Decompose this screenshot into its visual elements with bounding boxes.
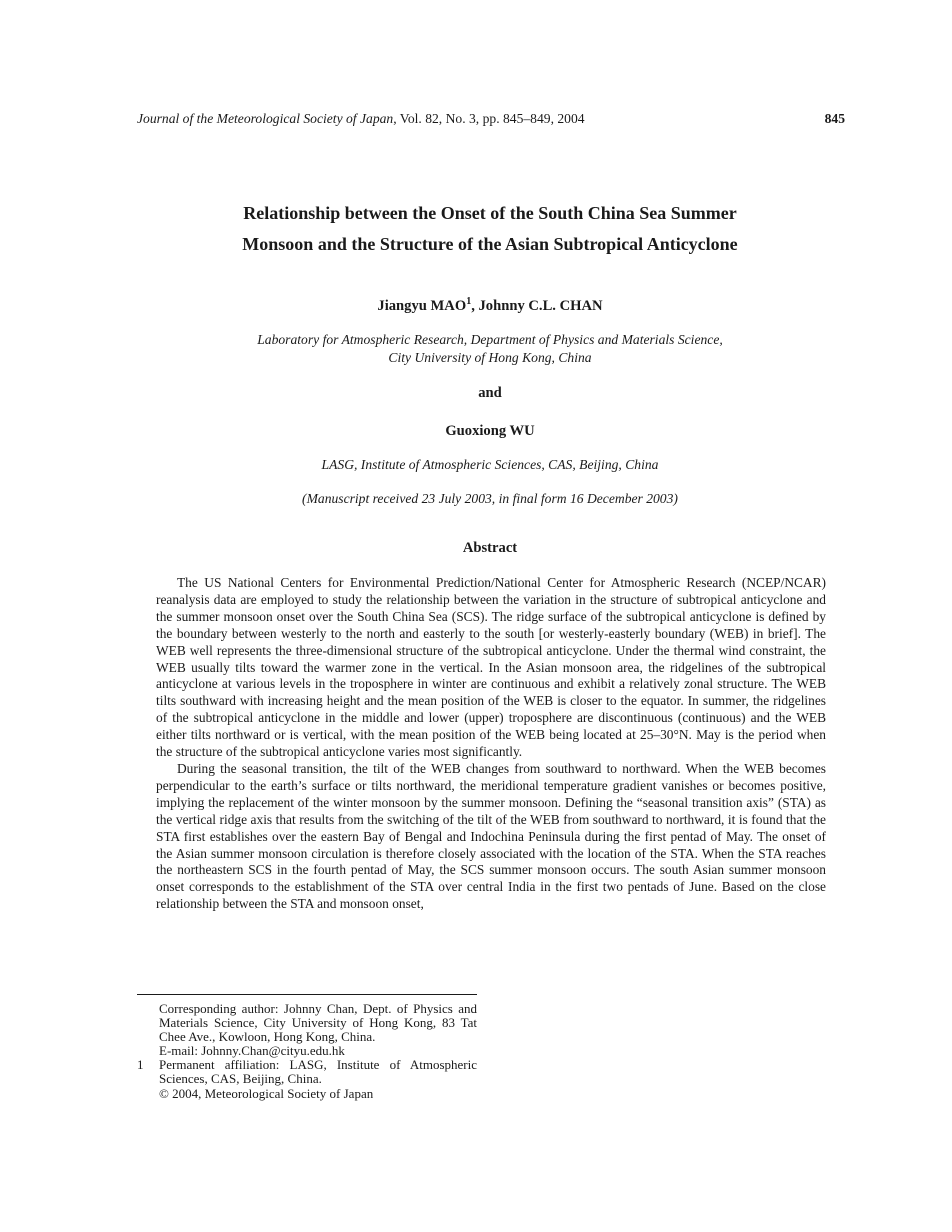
footnote-divider xyxy=(137,994,477,995)
author-1-footnote-mark: 1 xyxy=(466,296,472,307)
title-line-1: Relationship between the Onset of the South China Sea Summer xyxy=(243,203,737,223)
journal-citation xyxy=(137,111,585,127)
manuscript-dates: (Manuscript received 23 July 2003, in final form 16 December 2003) xyxy=(302,491,678,506)
footnote-1-mark: 1 xyxy=(137,1057,144,1073)
author-2-name: , Johnny C.L. CHAN xyxy=(471,297,603,314)
abstract-heading: Abstract xyxy=(462,540,518,556)
footnote-1-text: Permanent affiliation: LASG, Institute of Atmospheric Sciences, CAS, Beijing, China. xyxy=(159,1057,477,1087)
abstract-body xyxy=(156,575,826,913)
paper-title xyxy=(90,198,890,260)
footnote-1 xyxy=(137,1058,477,1086)
copyright-notice: © 2004, Meteorological Society of Japan xyxy=(159,1085,374,1101)
affiliation-1 xyxy=(90,331,890,367)
page-number: 845 xyxy=(824,111,845,126)
abstract-paragraph-1: The US National Centers for Environmental Prediction/National Center for Atmospheric Research (NCEP/NCAR) reanalysis data are employed to study the relationship between the variation in the structure of subtropical anticyclone and the summer monsoon onset over the South China Sea (SCS). The ridge surface of the subtropical anticyclone is defined by the boundary between westerly to the north and easterly to the south [or westerly-easterly boundary (WEB) in brief]. The WEB well represents the three-dimensional structure of the subtropical anticyclone. Under the thermal wind constraint, the WEB usually tilts toward the warmer zone in the vertical. In the Asian monsoon area, the ridgelines of the subtropical anticyclone at various levels in the troposphere in winter are continuous and exhibit a relatively zonal structure. The WEB tilts southward with increasing height and the mean position of the WEB is closer to the equator. In summer, the ridgelines of the subtropical anticyclone in the middle and lower (upper) troposphere are discontinuous (continuous) and the WEB either tilts northward or is vertical, with the mean position of the WEB being located at 25–30°N. May is the period when the structure of the subtropical anticyclone varies most significantly. xyxy=(156,575,826,760)
footnotes xyxy=(137,1002,477,1101)
journal-name: Journal of the Meteorological Society of Japan xyxy=(137,111,394,126)
author-conjunction: and xyxy=(478,385,502,401)
abstract-paragraph-2: During the seasonal transition, the tilt of the WEB changes from southward to northward. When the WEB becomes perpendicular to the earth’s surface or tilts northward, the meridional temperature gradient vanishes or becomes positive, implying the replacement of the winter monsoon by the summer monsoon. Defining the “seasonal transition axis” (STA) as the vertical ridge axis that results from the switching of the tilt of the WEB from southward to northward, it is found that the STA first establishes over the eastern Bay of Bengal and Indochina Peninsula during the first pentad of May. The onset of the Asian summer monsoon circulation is therefore closely associated with the location of the STA. When the STA reaches the northeastern SCS in the fourth pentad of May, the SCS summer monsoon occurs. The south Asian summer monsoon onset corresponds to the establishment of the STA over central India in the first two pentads of June. Based on the close relationship between the STA and monsoon onset, xyxy=(156,760,826,912)
corresponding-author-note: Corresponding author: Johnny Chan, Dept. of Physics and Materials Science, City University of Hong Kong, 83 Tat Chee Ave., Kowloon, Hong Kong, China. xyxy=(159,1001,477,1045)
author-3-name: Guoxiong WU xyxy=(445,423,535,439)
title-line-2: Monsoon and the Structure of the Asian Subtropical Anticyclone xyxy=(242,234,738,254)
affiliation-1-line-1: Laboratory for Atmospheric Research, Department of Physics and Materials Science, xyxy=(257,332,723,347)
author-list xyxy=(90,296,890,315)
affiliation-2: LASG, Institute of Atmospheric Sciences, CAS, Beijing, China xyxy=(321,457,659,472)
corresponding-email: E-mail: Johnny.Chan@cityu.edu.hk xyxy=(159,1043,345,1059)
affiliation-1-line-2: City University of Hong Kong, China xyxy=(388,350,592,365)
running-head xyxy=(137,111,845,127)
author-1-name: Jiangyu MAO xyxy=(377,297,467,314)
volume-info: , Vol. 82, No. 3, pp. 845–849, 2004 xyxy=(393,111,585,126)
